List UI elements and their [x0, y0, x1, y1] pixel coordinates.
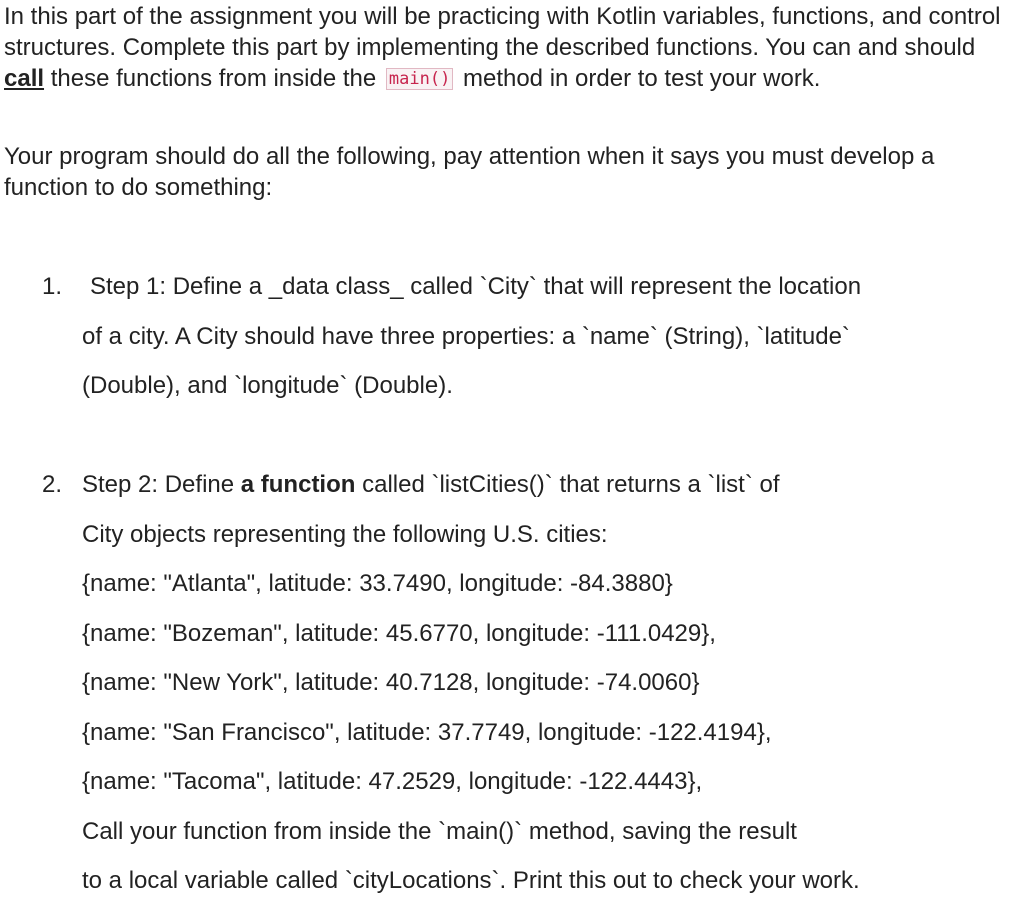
step-line: (Double), and `longitude` (Double). — [82, 372, 453, 399]
city-entry-tacoma: {name: "Tacoma", latitude: 47.2529, longitude: -122.4443}, — [82, 768, 703, 795]
step-line — [82, 460, 1012, 510]
intro-text-mid: these functions from inside the — [44, 65, 383, 92]
step-2-intro-rest: called `listCities()` that returns a `list` of — [355, 471, 780, 498]
city-entry-san-francisco: {name: "San Francisco", latitude: 37.7749, longitude: -122.4194}, — [82, 718, 772, 746]
intro-paragraph — [4, 1, 1020, 97]
city-entry-bozeman: {name: "Bozeman", latitude: 45.6770, longitude: -111.0429}, — [82, 619, 716, 647]
main-method-code: main() — [386, 68, 453, 90]
step-1-text — [82, 262, 1012, 411]
city-entry-new-york: {name: "New York", latitude: 40.7128, longitude: -74.0060} — [82, 669, 700, 696]
intro-text-end: method in order to test your work. — [456, 65, 821, 92]
instructions-paragraph: Your program should do all the following, pay attention when it says you must develop a function to do something: — [4, 143, 935, 201]
step-line: to a local variable called `cityLocations`. Print this out to check your work. — [82, 867, 860, 894]
step-line: Step 1: Define a _data class_ called `City` that will represent the location — [90, 273, 862, 300]
step-line: City objects representing the following U.S. cities: — [82, 520, 608, 548]
call-emphasis: call — [4, 65, 45, 92]
step-line: of a city. A City should have three properties: a `name` (String), `latitude` — [82, 322, 850, 350]
step-2-intro-text: Step 2: Define — [82, 471, 241, 498]
step-2-text — [82, 460, 1012, 906]
step-number: 1. — [42, 273, 63, 300]
step-line: Call your function from inside the `main()` method, saving the result — [82, 817, 797, 845]
function-emphasis: a function — [240, 471, 356, 498]
city-entry-atlanta: {name: "Atlanta", latitude: 33.7490, longitude: -84.3880} — [82, 570, 673, 597]
step-number: 2. — [42, 471, 63, 498]
intro-text-start: In this part of the assignment you will be practicing with Kotlin variables, functions, and control structures. Complete this part by implementing the described functions. You can and should — [4, 3, 1001, 61]
